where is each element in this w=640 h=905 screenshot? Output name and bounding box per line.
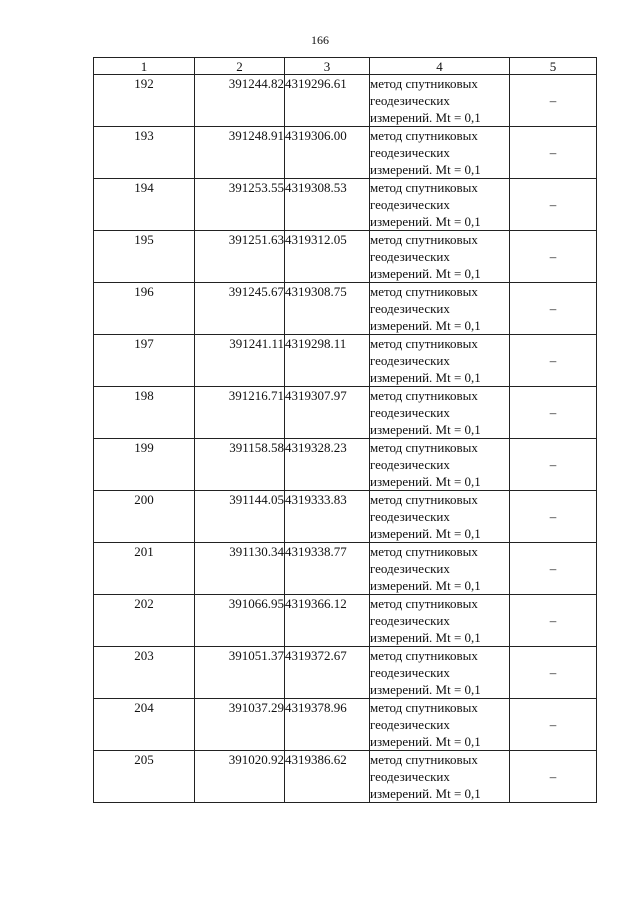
note-cell: – [510,179,597,231]
y-coordinate-cell: 4319306.00 [285,127,370,179]
method-line: измерений. Mt = 0,1 [370,422,481,437]
method-line: геодезических [370,197,450,212]
x-coordinate-cell: 391037.29 [195,699,285,751]
method-line: измерений. Mt = 0,1 [370,370,481,385]
y-coordinate-cell: 4319386.62 [285,751,370,803]
note-cell: – [510,231,597,283]
method-cell [370,751,510,803]
x-coordinate-cell: 391066.95 [195,595,285,647]
x-coordinate-cell: 391020.92 [195,751,285,803]
method-cell [370,179,510,231]
point-number-cell: 200 [94,491,195,543]
method-cell [370,699,510,751]
method-line: геодезических [370,405,450,420]
point-number-cell: 197 [94,335,195,387]
page-number: 166 [311,33,329,47]
method-cell [370,75,510,127]
note-cell: – [510,699,597,751]
method-cell [370,335,510,387]
table-row [94,387,597,439]
x-coordinate-cell: 391248.91 [195,127,285,179]
method-line: метод спутниковых [370,284,478,299]
point-number-cell: 205 [94,751,195,803]
method-cell [370,231,510,283]
method-line: геодезических [370,613,450,628]
method-line: метод спутниковых [370,180,478,195]
method-line: геодезических [370,769,450,784]
table-row [94,647,597,699]
method-line: метод спутниковых [370,336,478,351]
method-line: метод спутниковых [370,752,478,767]
method-line: измерений. Mt = 0,1 [370,214,481,229]
table-row [94,75,597,127]
note-cell: – [510,387,597,439]
table-row [94,335,597,387]
y-coordinate-cell: 4319298.11 [285,335,370,387]
method-line: метод спутниковых [370,700,478,715]
x-coordinate-cell: 391244.82 [195,75,285,127]
method-line: измерений. Mt = 0,1 [370,318,481,333]
point-number-cell: 193 [94,127,195,179]
column-header-5: 5 [510,58,597,75]
method-line: метод спутниковых [370,388,478,403]
table-row [94,699,597,751]
y-coordinate-cell: 4319338.77 [285,543,370,595]
y-coordinate-cell: 4319307.97 [285,387,370,439]
table-row [94,231,597,283]
method-line: измерений. Mt = 0,1 [370,162,481,177]
method-cell [370,127,510,179]
column-header-3: 3 [285,58,370,75]
y-coordinate-cell: 4319308.75 [285,283,370,335]
method-line: метод спутниковых [370,440,478,455]
method-line: метод спутниковых [370,492,478,507]
method-line: геодезических [370,561,450,576]
table-row [94,543,597,595]
method-line: метод спутниковых [370,128,478,143]
point-number-cell: 194 [94,179,195,231]
y-coordinate-cell: 4319308.53 [285,179,370,231]
method-line: метод спутниковых [370,596,478,611]
x-coordinate-cell: 391245.67 [195,283,285,335]
note-cell: – [510,75,597,127]
x-coordinate-cell: 391216.71 [195,387,285,439]
method-line: измерений. Mt = 0,1 [370,266,481,281]
method-line: геодезических [370,249,450,264]
table-row [94,439,597,491]
method-line: геодезических [370,93,450,108]
x-coordinate-cell: 391253.55 [195,179,285,231]
table-row [94,491,597,543]
method-line: геодезических [370,353,450,368]
point-number-cell: 192 [94,75,195,127]
y-coordinate-cell: 4319312.05 [285,231,370,283]
y-coordinate-cell: 4319372.67 [285,647,370,699]
table-row [94,751,597,803]
note-cell: – [510,751,597,803]
note-cell: – [510,127,597,179]
coordinates-table [93,57,597,803]
table-row [94,127,597,179]
y-coordinate-cell: 4319366.12 [285,595,370,647]
method-line: метод спутниковых [370,76,478,91]
note-cell: – [510,283,597,335]
method-line: метод спутниковых [370,648,478,663]
method-cell [370,543,510,595]
table-row [94,283,597,335]
column-header-4: 4 [370,58,510,75]
x-coordinate-cell: 391144.05 [195,491,285,543]
point-number-cell: 204 [94,699,195,751]
method-cell [370,387,510,439]
method-cell [370,439,510,491]
y-coordinate-cell: 4319296.61 [285,75,370,127]
method-line: метод спутниковых [370,232,478,247]
note-cell: – [510,335,597,387]
method-cell [370,491,510,543]
y-coordinate-cell: 4319328.23 [285,439,370,491]
table-body [94,75,597,803]
method-line: геодезических [370,509,450,524]
method-line: измерений. Mt = 0,1 [370,630,481,645]
point-number-cell: 198 [94,387,195,439]
method-line: измерений. Mt = 0,1 [370,474,481,489]
point-number-cell: 202 [94,595,195,647]
method-line: геодезических [370,301,450,316]
method-cell [370,595,510,647]
table-row [94,595,597,647]
method-line: геодезических [370,717,450,732]
method-line: измерений. Mt = 0,1 [370,526,481,541]
method-line: измерений. Mt = 0,1 [370,682,481,697]
method-line: измерений. Mt = 0,1 [370,578,481,593]
x-coordinate-cell: 391051.37 [195,647,285,699]
y-coordinate-cell: 4319378.96 [285,699,370,751]
method-cell [370,283,510,335]
y-coordinate-cell: 4319333.83 [285,491,370,543]
point-number-cell: 203 [94,647,195,699]
x-coordinate-cell: 391241.11 [195,335,285,387]
column-header-2: 2 [195,58,285,75]
method-line: геодезических [370,457,450,472]
method-line: метод спутниковых [370,544,478,559]
method-line: геодезических [370,145,450,160]
x-coordinate-cell: 391158.58 [195,439,285,491]
x-coordinate-cell: 391251.63 [195,231,285,283]
note-cell: – [510,543,597,595]
note-cell: – [510,595,597,647]
point-number-cell: 196 [94,283,195,335]
x-coordinate-cell: 391130.34 [195,543,285,595]
column-header-1: 1 [94,58,195,75]
point-number-cell: 201 [94,543,195,595]
note-cell: – [510,647,597,699]
method-line: геодезических [370,665,450,680]
table-header-row [94,58,597,75]
point-number-cell: 199 [94,439,195,491]
table-row [94,179,597,231]
note-cell: – [510,491,597,543]
method-line: измерений. Mt = 0,1 [370,110,481,125]
method-cell [370,647,510,699]
method-line: измерений. Mt = 0,1 [370,734,481,749]
note-cell: – [510,439,597,491]
point-number-cell: 195 [94,231,195,283]
method-line: измерений. Mt = 0,1 [370,786,481,801]
